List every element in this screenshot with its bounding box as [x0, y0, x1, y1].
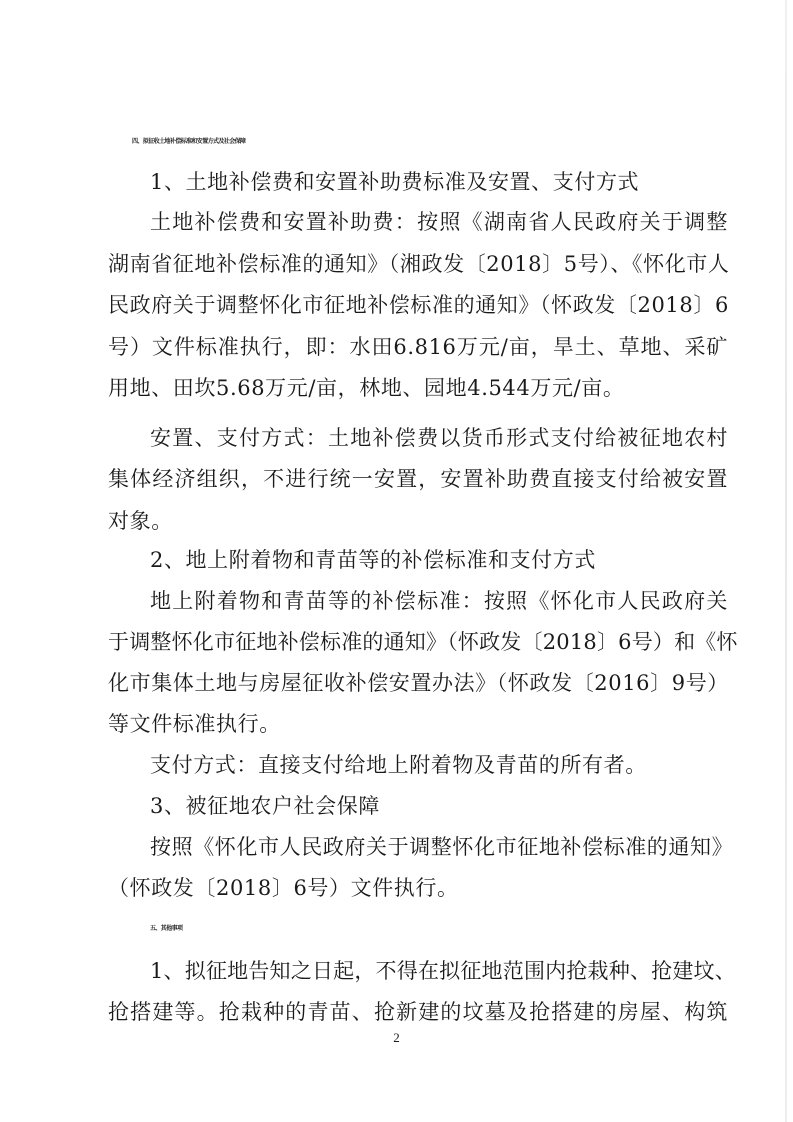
paragraph-line: 用地、田坎5.68万元/亩，林地、园地4.544万元/亩。 [108, 376, 625, 400]
paragraph-line: 等文件标准执行。 [108, 712, 281, 736]
paragraph-line: 集体经济组织，不进行统一安置，安置补助费直接支付给被安置 [108, 467, 728, 491]
paragraph-line: 土地补偿费和安置补助费：按照《湖南省人民政府关于调整 [150, 210, 728, 234]
paragraph-line: 化市集体土地与房屋征收补偿安置办法》（怀政发〔2016〕9号） [108, 671, 729, 695]
paragraph-line: 1、拟征地告知之日起，不得在拟征地范围内抢栽种、抢建坟、 [150, 959, 736, 983]
paragraph-line: （怀政发〔2018〕6号）文件执行。 [108, 876, 459, 900]
paragraph-line: 对象。 [108, 509, 173, 533]
paragraph-line: 支付方式：直接支付给地上附着物及青苗的所有者。 [150, 753, 647, 777]
paragraph-line: 湖南省征地补偿标准的通知》（湘政发〔2018〕5号）、《怀化市人 [108, 252, 730, 276]
paragraph-line: 安置、支付方式：土地补偿费以货币形式支付给被征地农村 [150, 426, 728, 450]
paragraph-line: 号）文件标准执行，即：水田6.816万元/亩，旱土、草地、采矿 [108, 335, 728, 359]
paragraph-line: 地上附着物和青苗等的补偿标准：按照《怀化市人民政府关 [150, 589, 728, 613]
scan-edge-shadow [785, 0, 787, 1122]
subsection-1-title: 1、土地补偿费和安置补助费标准及安置、支付方式 [150, 170, 640, 194]
subsection-3-title: 3、被征地农户社会保障 [150, 794, 380, 818]
paragraph-line: 民政府关于调整怀化市征地补偿标准的通知》（怀政发〔2018〕6 [108, 293, 729, 317]
section-5-heading: 五、其他事项 [150, 925, 183, 932]
subsection-2-title: 2、地上附着物和青苗等的补偿标准和支付方式 [150, 548, 596, 572]
section-4-heading: 四、拟征收土地补偿标准和安置方式及社会保障 [132, 138, 246, 145]
paragraph-line: 抢搭建等。抢栽种的青苗、抢新建的坟墓及抢搭建的房屋、构筑 [108, 1000, 728, 1024]
paragraph-line: 按照《怀化市人民政府关于调整怀化市征地补偿标准的通知》 [150, 835, 734, 859]
page-number: 2 [393, 1030, 400, 1045]
paragraph-line: 于调整怀化市征地补偿标准的通知》（怀政发〔2018〕6号）和《怀 [108, 630, 738, 654]
